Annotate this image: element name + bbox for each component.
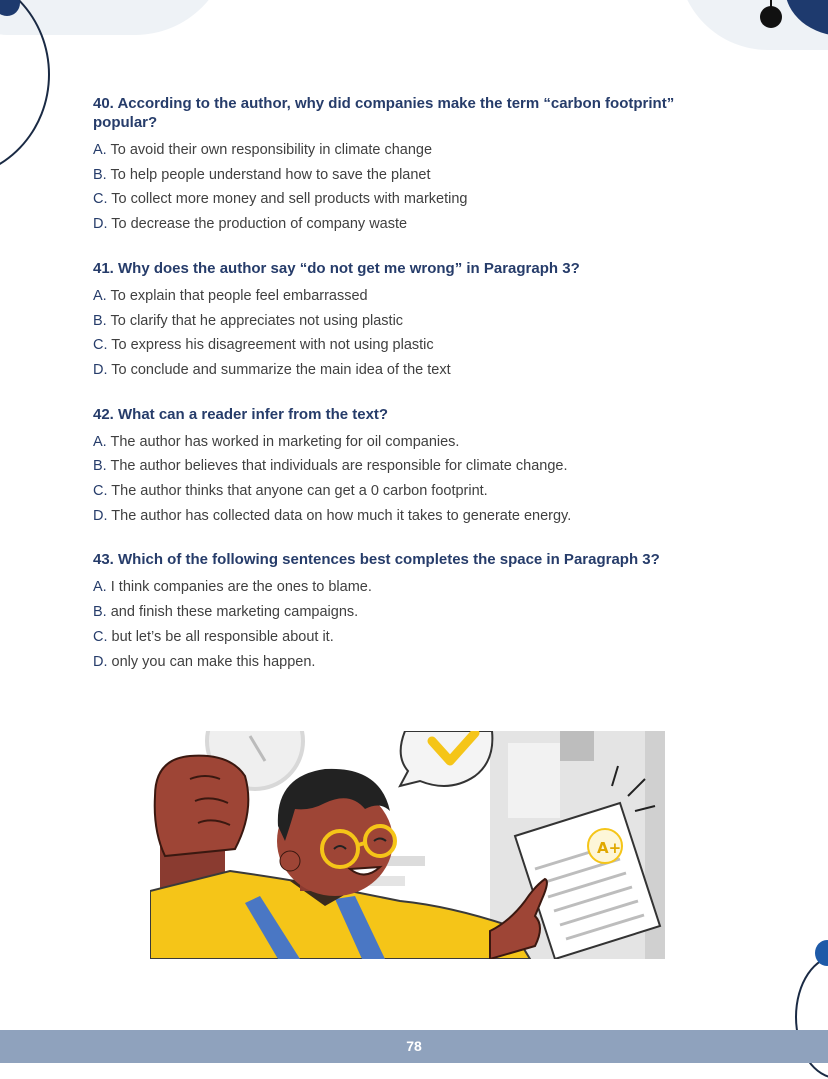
- option-text: but let’s be all responsible about it.: [107, 628, 334, 645]
- option-letter: A.: [93, 287, 107, 304]
- decor-dot-top-right: [760, 6, 782, 28]
- option-letter: D.: [93, 653, 108, 670]
- question-text: 40. According to the author, why did companies make the term “carbon footprint” popular?: [93, 95, 675, 131]
- option-text: The author has worked in marketing for oil companies.: [106, 433, 460, 450]
- option-text: and finish these marketing campaigns.: [106, 604, 359, 621]
- answer-option: [93, 187, 733, 212]
- option-letter: B.: [93, 604, 107, 621]
- option-letter: C.: [93, 337, 108, 354]
- answer-option: [93, 212, 733, 237]
- answer-option: [93, 284, 733, 309]
- option-letter: D.: [93, 507, 108, 524]
- answer-option: [93, 358, 733, 383]
- option-letter: C.: [93, 628, 108, 645]
- answer-option: [93, 163, 733, 188]
- option-letter: A.: [93, 433, 107, 450]
- option-text: To avoid their own responsibility in climate change: [106, 142, 433, 158]
- option-letter: B.: [93, 458, 107, 475]
- option-letter: B.: [93, 166, 107, 183]
- answer-option: [93, 650, 733, 675]
- question-text: 42. What can a reader infer from the text?: [93, 405, 389, 423]
- option-text: only you can make this happen.: [107, 653, 316, 670]
- option-text: To clarify that he appreciates not using plastic: [106, 312, 404, 329]
- question-block-40: [93, 94, 733, 237]
- option-text: I think companies are the ones to blame.: [106, 579, 372, 596]
- answer-option: [93, 479, 733, 504]
- answer-option: [93, 625, 733, 650]
- option-text: The author has collected data on how much it takes to generate energy.: [107, 507, 572, 524]
- option-text: To decrease the production of company waste: [107, 216, 408, 233]
- question-text: 41. Why does the author say “do not get me wrong” in Paragraph 3?: [93, 259, 580, 277]
- answer-option: [93, 454, 733, 479]
- board-clip: [560, 731, 594, 761]
- question-text: 43. Which of the following sentences best completes the space in Paragraph 3?: [93, 551, 660, 569]
- answer-option: [93, 309, 733, 334]
- option-letter: C.: [93, 483, 108, 500]
- answer-option: [93, 138, 733, 163]
- grade-mark: A+: [597, 839, 622, 857]
- page-number: 78: [406, 1038, 422, 1054]
- question-block-41: [93, 259, 733, 383]
- answer-option: [93, 333, 733, 358]
- option-text: To collect more money and sell products with marketing: [107, 191, 468, 208]
- option-letter: B.: [93, 312, 107, 329]
- page-footer: [0, 1030, 828, 1063]
- option-letter: D.: [93, 361, 108, 378]
- answer-option: [93, 504, 733, 529]
- question-block-42: [93, 405, 733, 529]
- option-text: The author believes that individuals are responsible for climate change.: [106, 458, 568, 475]
- answer-option: [93, 575, 733, 600]
- question-block-43: [93, 550, 733, 674]
- answer-option: [93, 430, 733, 455]
- illustration-student-celebrating: [150, 731, 665, 959]
- option-letter: A.: [93, 579, 107, 596]
- option-letter: C.: [93, 191, 108, 208]
- answer-option: [93, 600, 733, 625]
- option-text: To conclude and summarize the main idea of the text: [107, 361, 451, 378]
- option-text: The author thinks that anyone can get a 0 carbon footprint.: [107, 483, 488, 500]
- option-text: To express his disagreement with not using plastic: [107, 337, 434, 354]
- sticky-note: [508, 743, 560, 818]
- option-text: To help people understand how to save the planet: [106, 166, 431, 183]
- option-letter: A.: [93, 142, 107, 158]
- option-text: To explain that people feel embarrassed: [106, 287, 368, 304]
- speech-bubble-check-icon: [400, 731, 492, 786]
- questions-section: [93, 94, 733, 696]
- option-letter: D.: [93, 216, 108, 233]
